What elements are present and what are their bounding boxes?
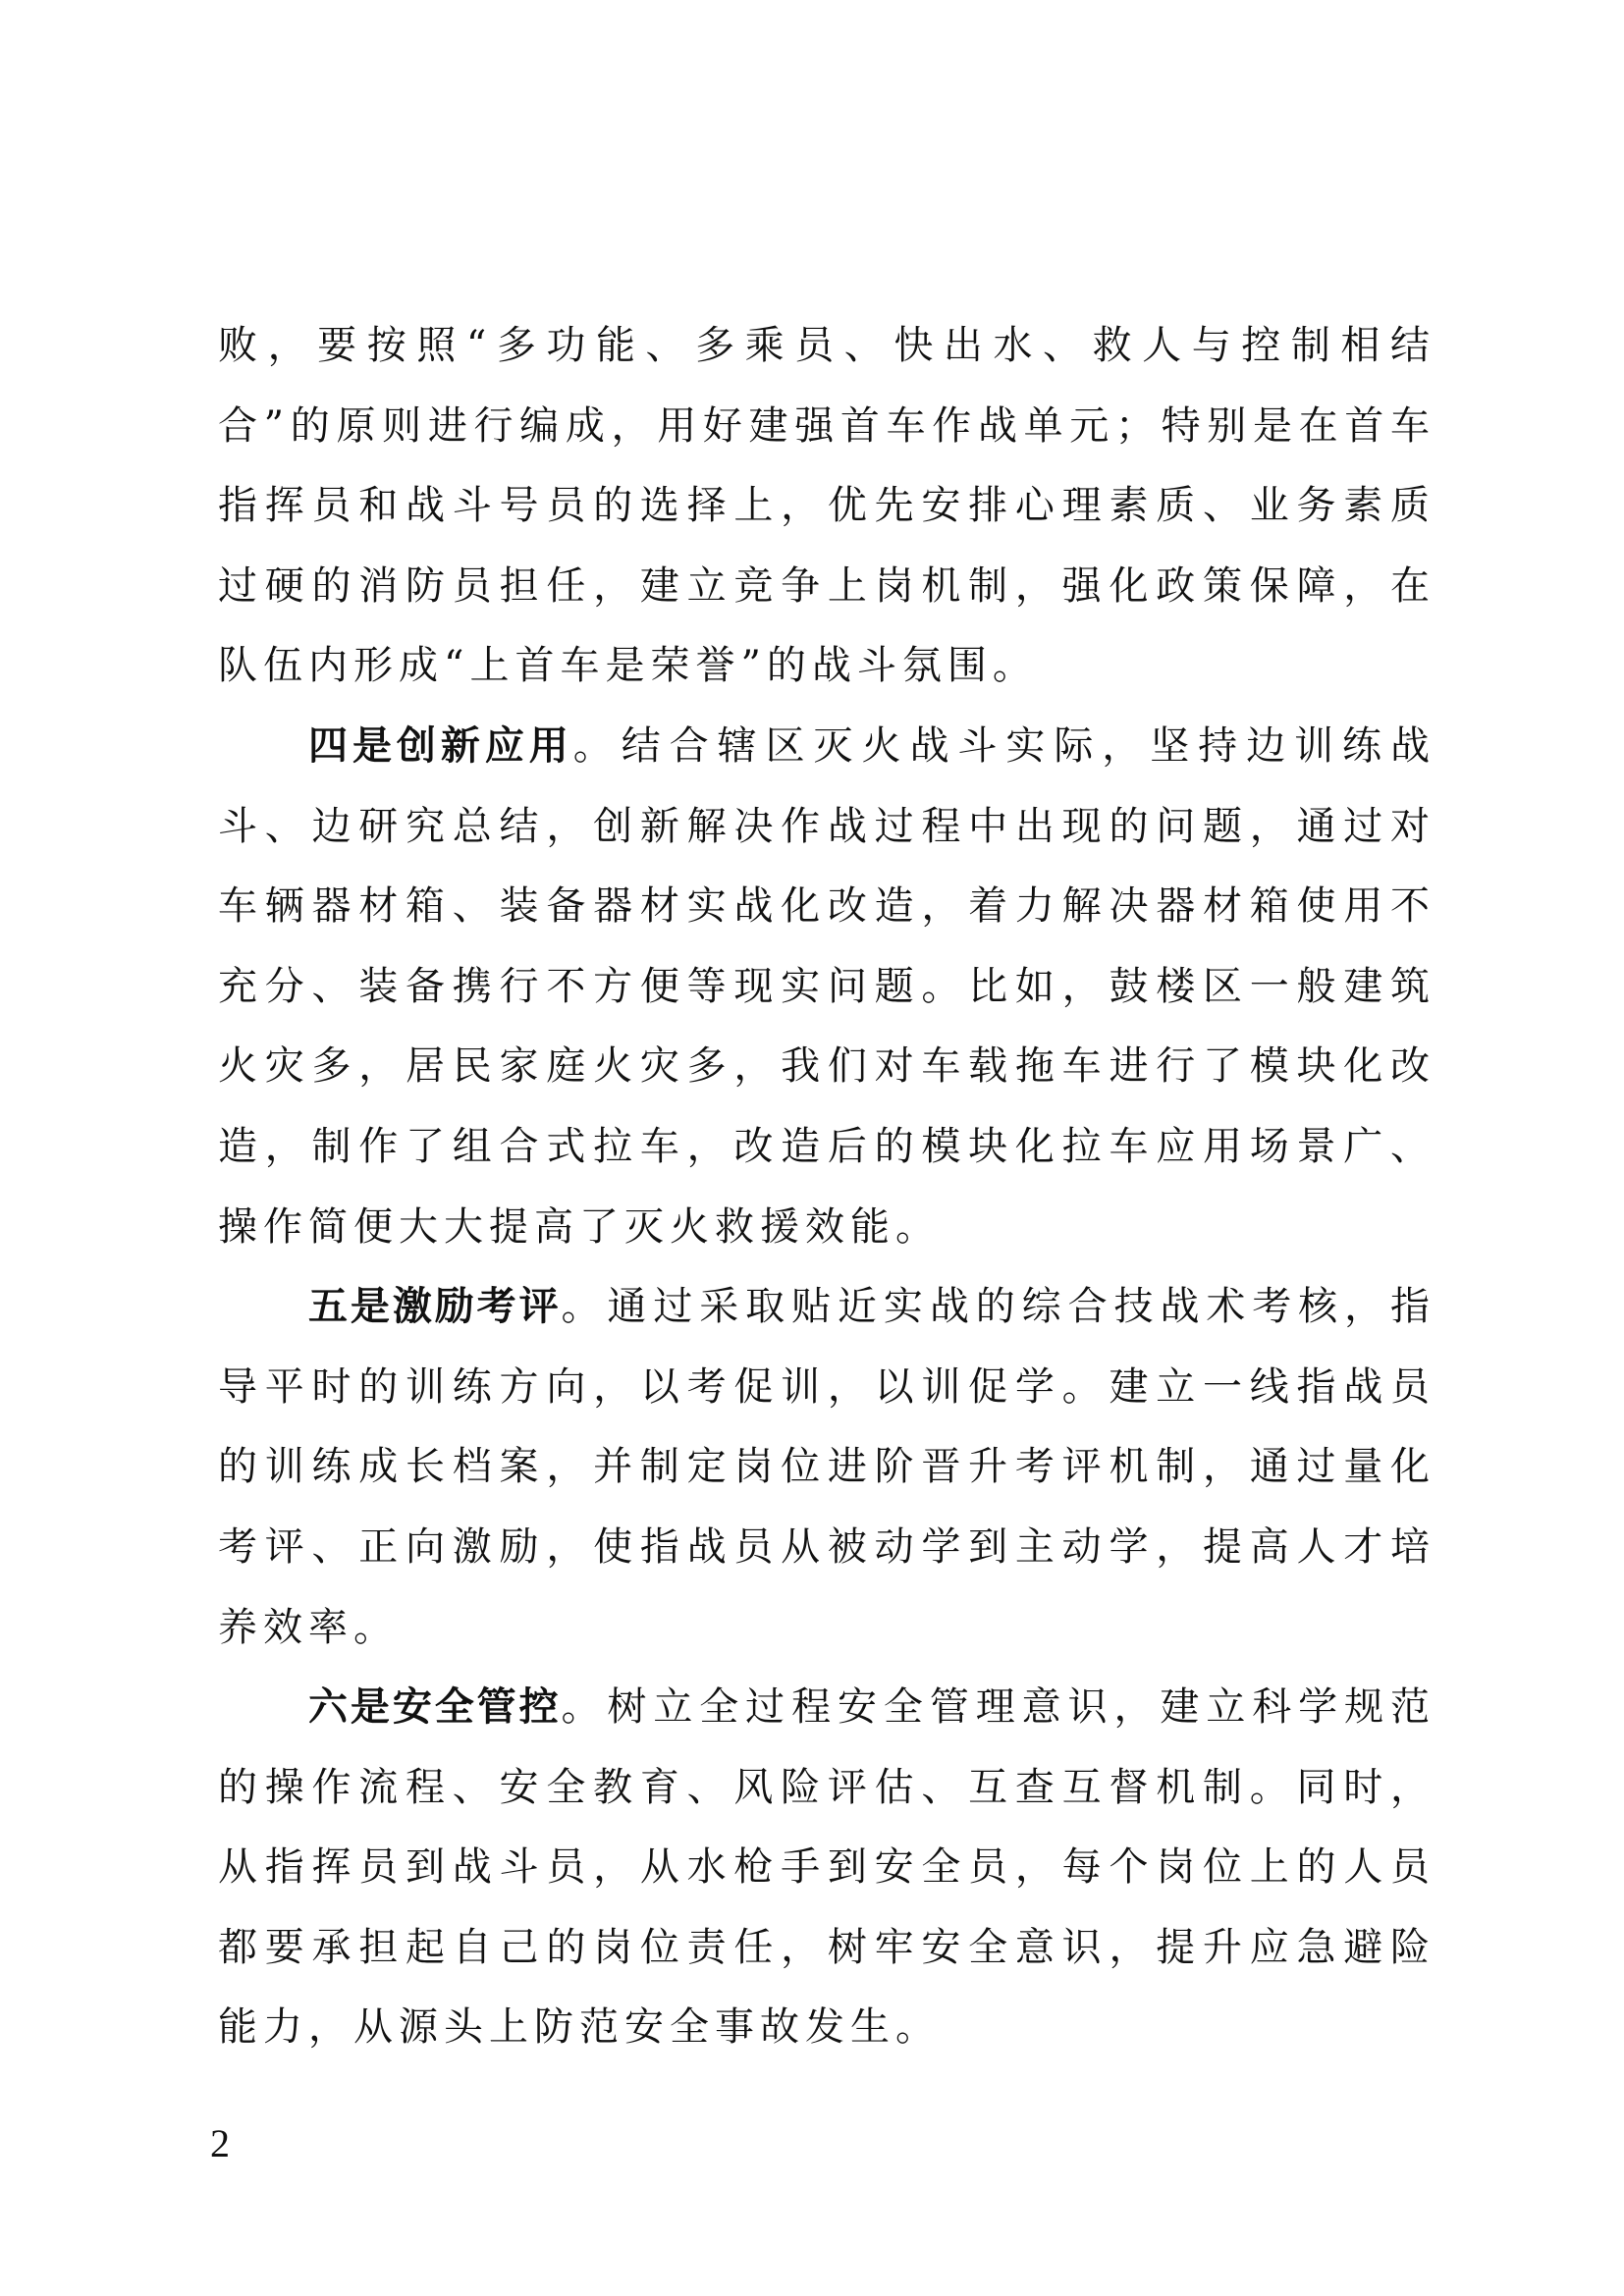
- paragraph-safety: [218, 1668, 1435, 2068]
- paragraph-text: 。树立全过程安全管理意识，建立科学规范的操作流程、安全教育、风险评估、互查互督机制。同时，从指挥员到战斗员，从水枪手到安全员，每个岗位上的人员都要承担起自己的岗位责任，树牢安全意识，提升应急避险能力，从源头上防范安全事故发生。: [218, 1684, 1435, 2051]
- page-number: 2: [210, 2121, 230, 2165]
- document-body: [218, 306, 1435, 2068]
- paragraph-continuation: [218, 306, 1435, 707]
- paragraph-innovation: [218, 707, 1435, 1267]
- paragraph-text: 。通过采取贴近实战的综合技战术考核，指导平时的训练方向，以考促训，以训促学。建立一线指战员的训练成长档案，并制定岗位进阶晋升考评机制，通过量化考评、正向激励，使指战员从被动学到主动学，提高人才培养效率。: [218, 1284, 1435, 1650]
- paragraph-text: 。结合辖区灭火战斗实际，坚持边训练战斗、边研究总结，创新解决作战过程中出现的问题，通过对车辆器材箱、装备器材实战化改造，着力解决器材箱使用不充分、装备携行不方便等现实问题。比如，鼓楼区一般建筑火灾多，居民家庭火灾多，我们对车载拖车进行了模块化改造，制作了组合式拉车，改造后的模块化拉车应用场景广、操作简便大大提高了灭火救援效能。: [218, 722, 1436, 1250]
- paragraph-text: 败，要按照“多功能、多乘员、快出水、救人与控制相结合”的原则进行编成，用好建强首车作战单元；特别是在首车指挥员和战斗号员的选择上，优先安排心理素质、业务素质过硬的消防员担任，建立竞争上岗机制，强化政策保障，在队伍内形成“上首车是荣誉”的战斗氛围。: [218, 323, 1435, 689]
- paragraph-lead: 五是激励考评: [308, 1284, 562, 1330]
- paragraph-lead: 六是安全管控: [308, 1684, 562, 1731]
- paragraph-lead: 四是创新应用: [308, 722, 573, 769]
- paragraph-incentive: [218, 1267, 1435, 1668]
